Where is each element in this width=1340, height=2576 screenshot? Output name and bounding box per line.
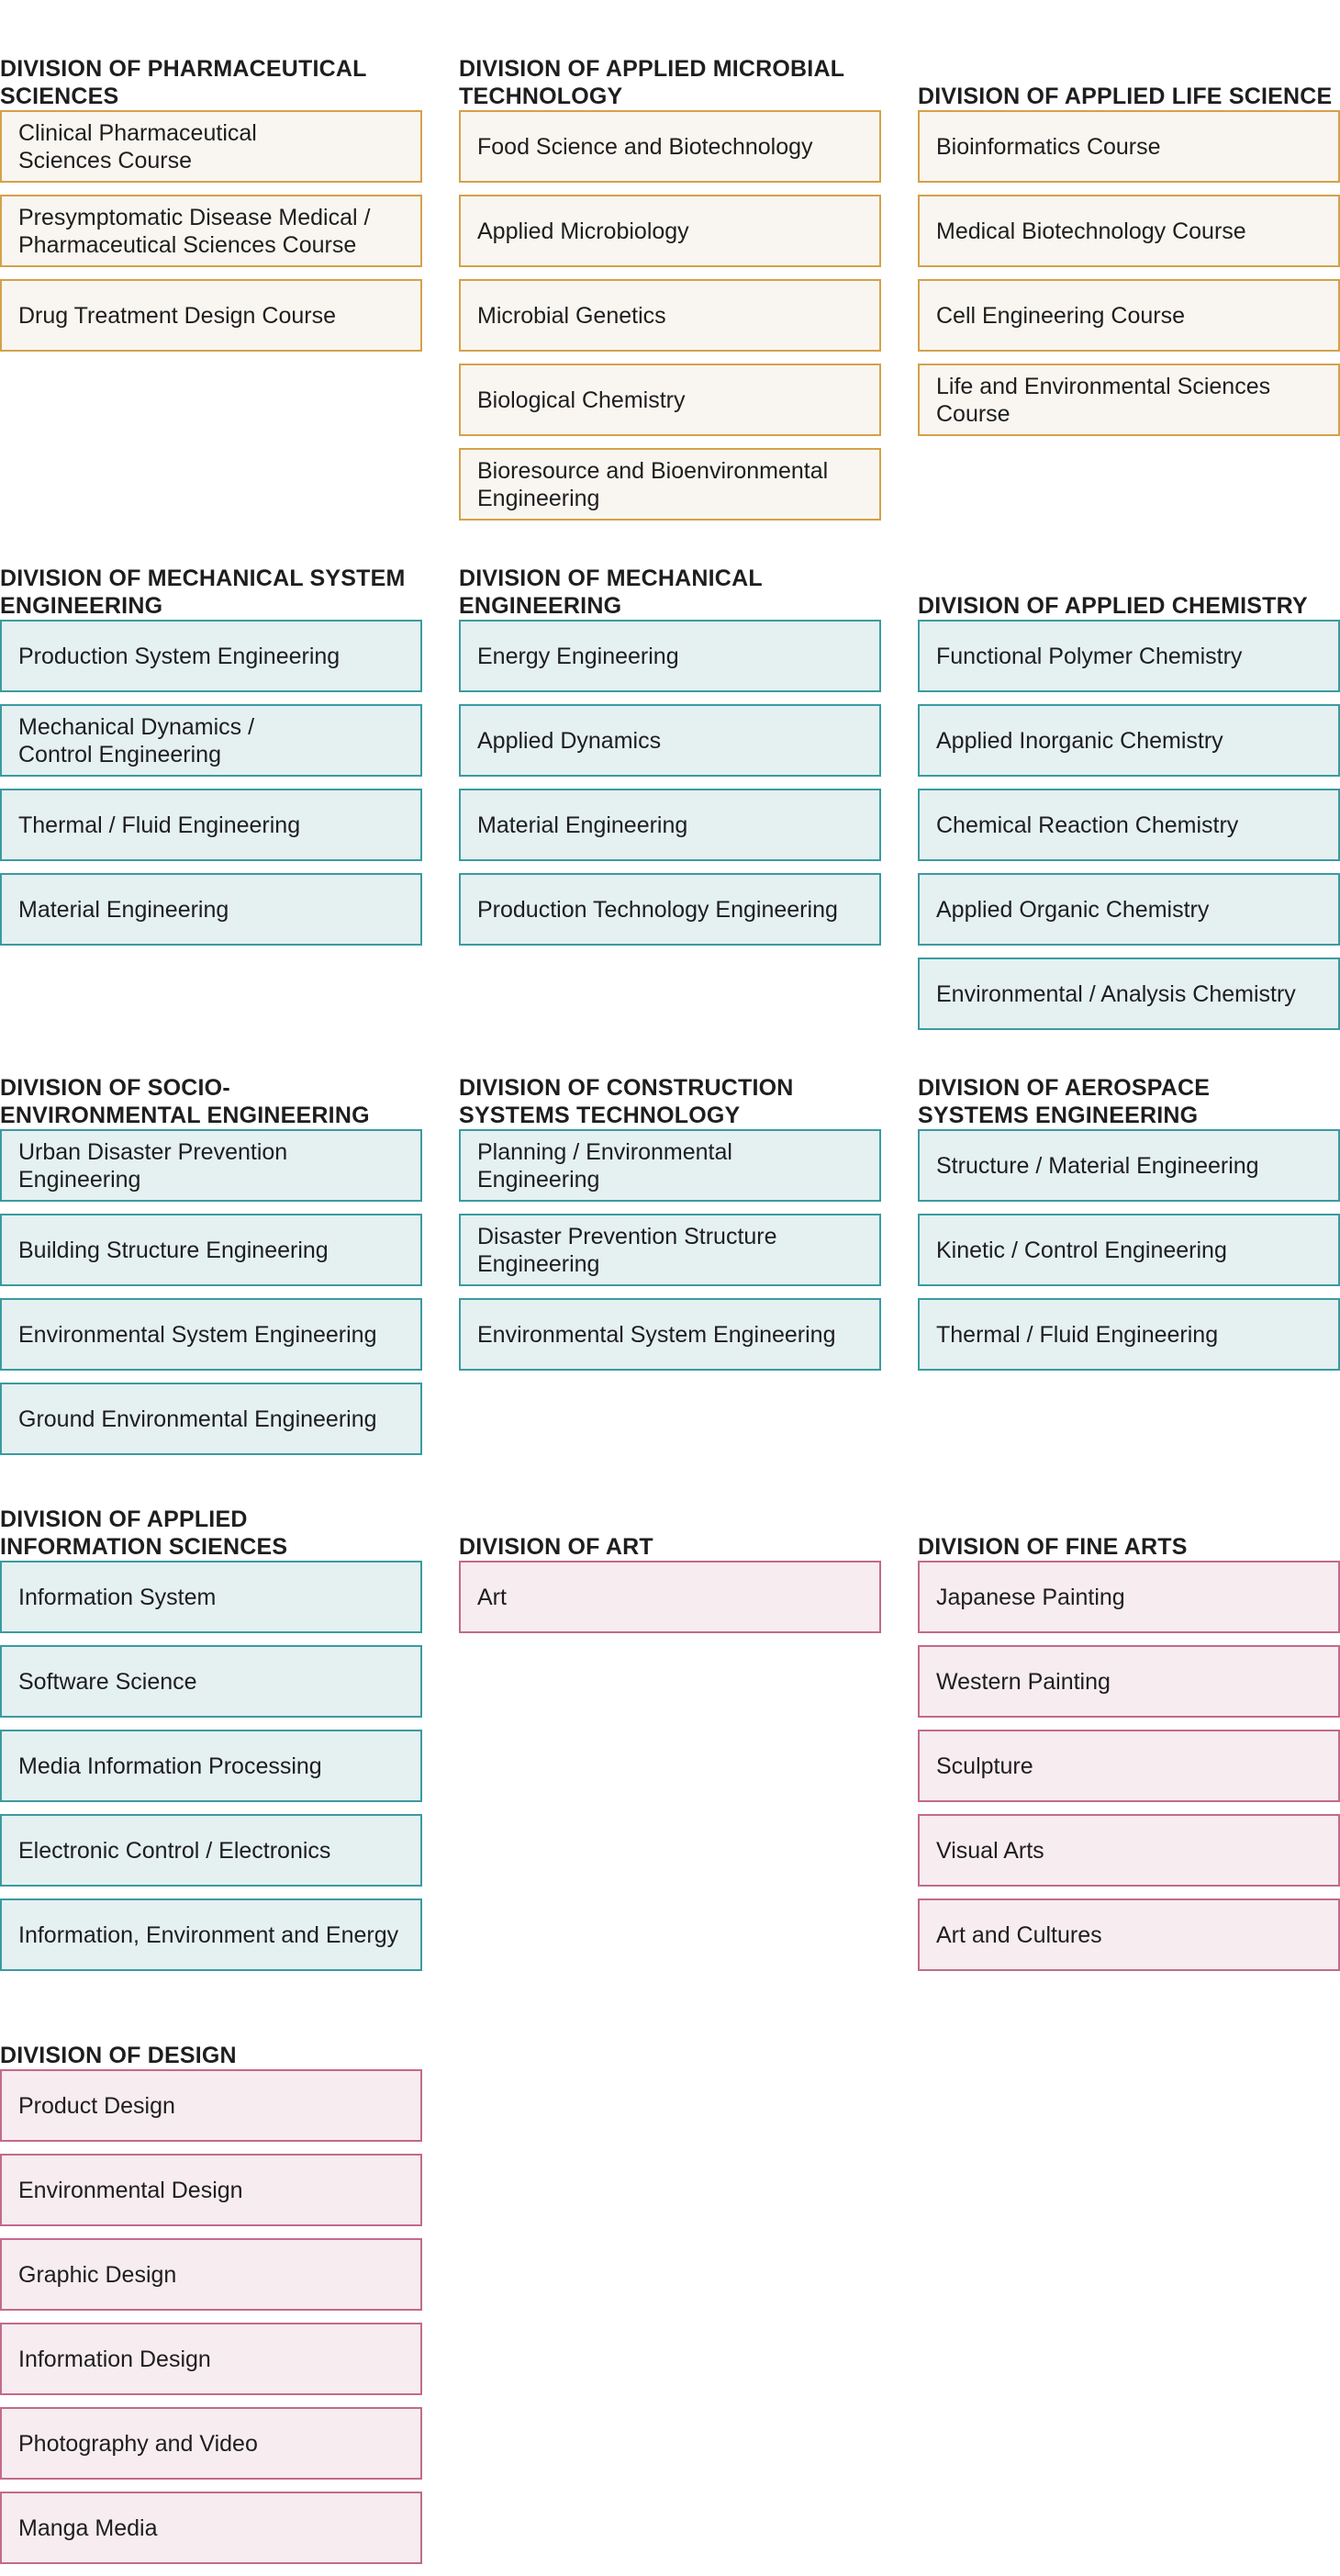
course-list — [0, 1561, 422, 1971]
course-list — [459, 620, 881, 946]
course-item: Mechanical Dynamics / Control Engineering — [0, 704, 422, 777]
division-pharmaceutical-sciences — [0, 53, 422, 364]
course-list — [0, 1129, 422, 1455]
course-item: Disaster Prevention Structure Engineering — [459, 1214, 881, 1286]
division-title: DIVISION OF SOCIO- ENVIRONMENTAL ENGINEERING — [0, 1075, 370, 1128]
course-item: Production System Engineering — [0, 620, 422, 692]
division-applied-chemistry — [918, 563, 1340, 1042]
course-item: Media Information Processing — [0, 1730, 422, 1802]
division-construction-systems-technology — [459, 1072, 881, 1383]
course-item: Material Engineering — [459, 789, 881, 861]
division-title: DIVISION OF APPLIED LIFE SCIENCE — [918, 84, 1333, 109]
division-title: DIVISION OF DESIGN — [0, 2043, 237, 2068]
division-applied-information-sciences — [0, 1504, 422, 1983]
course-item: Visual Arts — [918, 1814, 1340, 1887]
course-item: Western Painting — [918, 1645, 1340, 1718]
course-item: Structure / Material Engineering — [918, 1129, 1340, 1202]
division-mechanical-system-engineering — [0, 563, 422, 958]
course-list — [918, 620, 1340, 1030]
course-item: Applied Microbiology — [459, 195, 881, 267]
course-list — [918, 1561, 1340, 1971]
division-title: DIVISION OF AEROSPACE SYSTEMS ENGINEERING — [918, 1075, 1211, 1128]
course-item: Medical Biotechnology Course — [918, 195, 1340, 267]
division-fine-arts — [918, 1504, 1340, 1983]
course-item: Information, Environment and Energy — [0, 1898, 422, 1971]
division-applied-microbial-technology — [459, 53, 881, 532]
course-list — [459, 1561, 881, 1633]
course-item: Building Structure Engineering — [0, 1214, 422, 1286]
course-item: Production Technology Engineering — [459, 873, 881, 946]
course-item: Drug Treatment Design Course — [0, 279, 422, 352]
course-list — [0, 110, 422, 352]
course-item: Cell Engineering Course — [918, 279, 1340, 352]
course-list — [0, 2069, 422, 2564]
division-title: DIVISION OF MECHANICAL ENGINEERING — [459, 566, 763, 619]
course-item: Environmental Design — [0, 2154, 422, 2226]
division-title: DIVISION OF PHARMACEUTICAL SCIENCES — [0, 56, 367, 109]
course-item: Environmental System Engineering — [0, 1298, 422, 1371]
division-title: DIVISION OF CONSTRUCTION SYSTEMS TECHNOLOGY — [459, 1075, 794, 1128]
course-item: Bioinformatics Course — [918, 110, 1340, 183]
course-item: Japanese Painting — [918, 1561, 1340, 1633]
course-item: Energy Engineering — [459, 620, 881, 692]
course-item: Electronic Control / Electronics — [0, 1814, 422, 1887]
course-item: Manga Media — [0, 2492, 422, 2564]
course-item: Life and Environmental Sciences Course — [918, 364, 1340, 436]
course-item: Information Design — [0, 2323, 422, 2395]
course-item: Art — [459, 1561, 881, 1633]
division-design — [0, 2012, 422, 2576]
course-item: Thermal / Fluid Engineering — [0, 789, 422, 861]
course-item: Applied Inorganic Chemistry — [918, 704, 1340, 777]
course-item: Biological Chemistry — [459, 364, 881, 436]
course-list — [918, 110, 1340, 436]
course-item: Applied Organic Chemistry — [918, 873, 1340, 946]
course-item: Product Design — [0, 2069, 422, 2142]
course-item: Presymptomatic Disease Medical / Pharmaceutical Sciences Course — [0, 195, 422, 267]
course-item: Chemical Reaction Chemistry — [918, 789, 1340, 861]
course-item: Photography and Video — [0, 2407, 422, 2480]
division-mechanical-engineering — [459, 563, 881, 958]
course-item: Microbial Genetics — [459, 279, 881, 352]
course-item: Clinical Pharmaceutical Sciences Course — [0, 110, 422, 183]
division-title: DIVISION OF MECHANICAL SYSTEM ENGINEERING — [0, 566, 406, 619]
course-item: Graphic Design — [0, 2238, 422, 2311]
course-item: Material Engineering — [0, 873, 422, 946]
division-socio-environmental-engineering — [0, 1072, 422, 1467]
course-item: Kinetic / Control Engineering — [918, 1214, 1340, 1286]
course-item: Art and Cultures — [918, 1898, 1340, 1971]
course-item: Thermal / Fluid Engineering — [918, 1298, 1340, 1371]
course-item: Applied Dynamics — [459, 704, 881, 777]
course-item: Planning / Environmental Engineering — [459, 1129, 881, 1202]
course-item: Urban Disaster Prevention Engineering — [0, 1129, 422, 1202]
division-applied-life-science — [918, 53, 1340, 448]
course-item: Environmental / Analysis Chemistry — [918, 958, 1340, 1030]
course-item: Environmental System Engineering — [459, 1298, 881, 1371]
division-aerospace-systems-engineering — [918, 1072, 1340, 1383]
course-list — [459, 110, 881, 521]
division-title: DIVISION OF APPLIED CHEMISTRY — [918, 593, 1308, 619]
course-item: Bioresource and Bioenvironmental Engineering — [459, 448, 881, 521]
course-item: Functional Polymer Chemistry — [918, 620, 1340, 692]
division-title: DIVISION OF FINE ARTS — [918, 1534, 1188, 1560]
division-title: DIVISION OF APPLIED INFORMATION SCIENCES — [0, 1506, 288, 1560]
course-list — [918, 1129, 1340, 1371]
division-title: DIVISION OF APPLIED MICROBIAL TECHNOLOGY — [459, 56, 845, 109]
course-item: Ground Environmental Engineering — [0, 1383, 422, 1455]
course-item: Information System — [0, 1561, 422, 1633]
division-art — [459, 1504, 881, 1645]
course-list — [0, 620, 422, 946]
course-item: Food Science and Biotechnology — [459, 110, 881, 183]
course-list — [459, 1129, 881, 1371]
course-item: Software Science — [0, 1645, 422, 1718]
course-item: Sculpture — [918, 1730, 1340, 1802]
division-title: DIVISION OF ART — [459, 1534, 653, 1560]
